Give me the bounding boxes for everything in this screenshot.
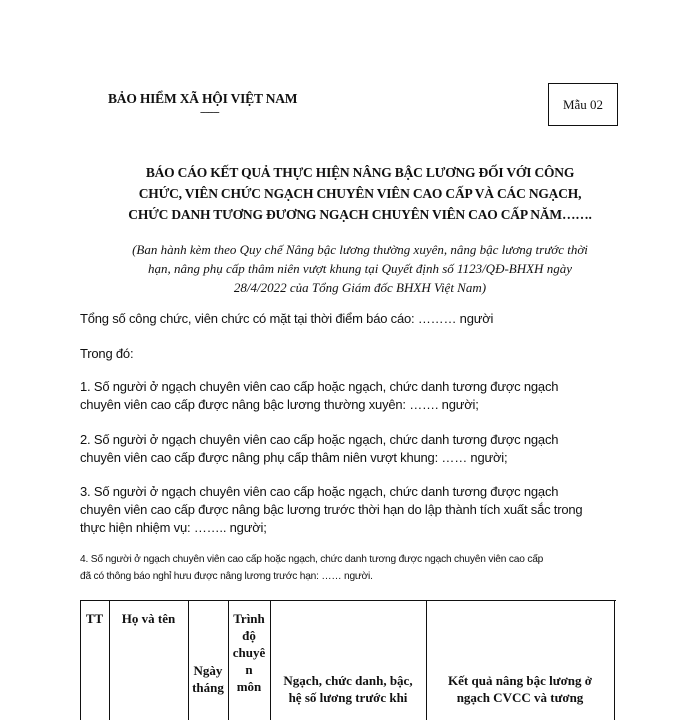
table-border <box>188 600 189 720</box>
item-3 <box>80 483 582 537</box>
org-underline: ------- <box>200 106 219 118</box>
item-line: 1. Số người ở ngạch chuyên viên cao cấp hoặc ngạch, chức danh tương được ngạch <box>80 379 559 394</box>
item-line: thực hiện nhiệm vụ: …….. người; <box>80 520 267 535</box>
table-border <box>614 600 615 720</box>
item-1 <box>80 378 558 414</box>
report-title <box>60 162 660 225</box>
subtitle-line: (Ban hành kèm theo Quy chế Nâng bậc lương thường xuyên, nâng bậc lương trước thời <box>132 242 588 257</box>
header-edu-line: n <box>245 662 253 677</box>
header-grade-line: hệ số lương trước khi <box>288 690 408 705</box>
header-date-line: tháng <box>192 680 224 695</box>
item-line: 3. Số người ở ngạch chuyên viên cao cấp hoặc ngạch, chức danh tương được ngạch <box>80 484 559 499</box>
header-edu-line: chuyê <box>232 645 266 660</box>
header-grade <box>270 672 426 706</box>
title-line: CHỨC DANH TƯƠNG ĐƯƠNG NGẠCH CHUYÊN VIÊN CAO CẤP NĂM……. <box>128 207 592 222</box>
form-code-box <box>548 83 618 126</box>
item-line: chuyên viên cao cấp được nâng phụ cấp thâm niên vượt khung: …… người; <box>80 450 508 465</box>
item-line: đã có thông báo nghỉ hưu được nâng lương trước hạn: …… người. <box>80 571 373 582</box>
title-line: CHỨC, VIÊN CHỨC NGẠCH CHUYÊN VIÊN CAO CẤP VÀ CÁC NGẠCH, <box>138 186 582 201</box>
total-count-line: Tổng số công chức, viên chức có mặt tại thời điểm báo cáo: ……… người <box>80 311 494 326</box>
item-line: chuyên viên cao cấp được nâng bậc lương thường xuyên: ……. người; <box>80 397 479 412</box>
header-education <box>228 610 270 695</box>
report-subtitle <box>60 240 660 297</box>
header-edu-line: môn <box>236 679 262 694</box>
subtitle-line: 28/4/2022 của Tổng Giám đốc BHXH Việt Nam) <box>233 280 487 295</box>
item-2 <box>80 431 558 467</box>
header-date-line: Ngày <box>193 663 223 678</box>
header-date <box>188 662 228 696</box>
item-line: chuyên viên cao cấp được nâng bậc lương trước thời hạn do lập thành tích xuất sắc trong <box>80 502 583 517</box>
item-4 <box>80 551 543 585</box>
report-table <box>80 600 616 720</box>
header-name: Họ và tên <box>121 611 176 626</box>
header-result-line: ngạch CVCC và tương <box>456 690 584 705</box>
form-code: Mẫu 02 <box>562 96 604 112</box>
subtitle-line: hạn, nâng phụ cấp thâm niên vượt khung tại Quyết định số 1123/QĐ-BHXH ngày <box>148 261 572 276</box>
header-edu-line: độ <box>242 628 256 643</box>
header-result-line: Kết quả nâng bậc lương ở <box>448 673 592 688</box>
header-edu-line: Trình <box>233 611 265 626</box>
item-line: 2. Số người ở ngạch chuyên viên cao cấp hoặc ngạch, chức danh tương được ngạch <box>80 432 559 447</box>
title-line: BÁO CÁO KẾT QUẢ THỰC HIỆN NÂNG BẬC LƯƠNG ĐỐI VỚI CÔNG <box>145 165 575 180</box>
in-which-label: Trong đó: <box>80 346 134 361</box>
table-top-border <box>80 600 616 601</box>
header-grade-line: Ngạch, chức danh, bậc, <box>283 673 413 688</box>
org-name: BẢO HIỂM XÃ HỘI VIỆT NAM <box>108 91 298 106</box>
item-line: 4. Số người ở ngạch chuyên viên cao cấp hoặc ngạch, chức danh tương được ngạch chuyên viên cao cấp <box>80 554 544 565</box>
header-result <box>426 672 614 706</box>
header-tt: TT <box>85 611 104 626</box>
